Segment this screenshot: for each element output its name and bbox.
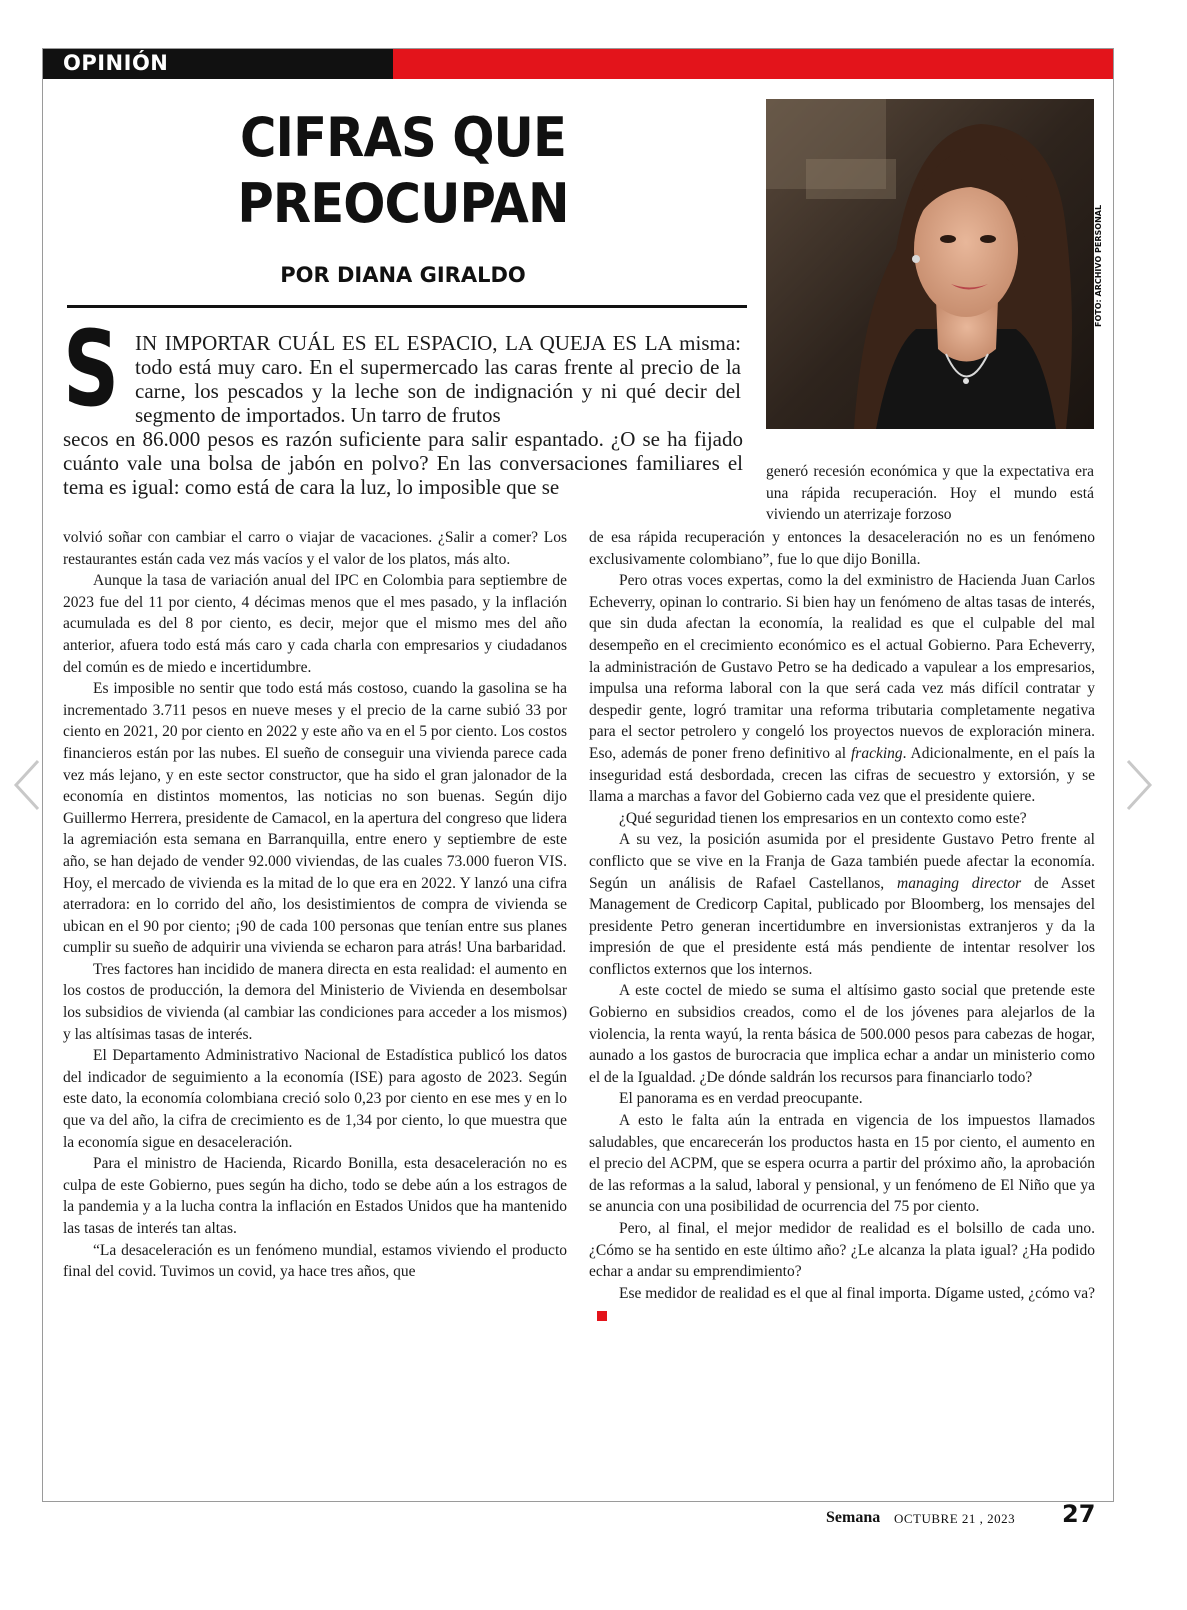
footer-date: OCTUBRE 21 , 2023 <box>894 1511 1016 1526</box>
body-paragraph <box>589 829 1095 980</box>
lead-paragraph-part-1: IN IMPORTAR CUÁL ES EL ESPACIO, LA QUEJA ES LA misma: todo está muy caro. En el supermercado las caras frente al precio de la carne, los pescados y la leche son de indignación y ni qué decir del segmento de importados. Un tarro de frutos <box>135 331 741 427</box>
section-label: OPINIÓN <box>63 51 169 75</box>
body-paragraph: Pero, al final, el mejor medidor de realidad es el bolsillo de cada uno. ¿Cómo se ha sentido en este último año? ¿Le alcanza la plata igual? ¿Ha podido echar a andar su emprendimiento? <box>589 1220 1095 1281</box>
italic-term: fracking <box>850 744 903 762</box>
headline-line-2: PREOCUPAN <box>237 172 569 235</box>
section-bar-accent <box>393 49 1113 79</box>
body-column-right <box>589 527 1095 1326</box>
body-paragraph: de esa rápida recuperación y entonces la desaceleración no es un fenómeno exclusivamente colombiano”, fue lo que dijo Bonilla. <box>589 529 1095 568</box>
body-text: . Adicionalmente, en el país la inseguridad está desbordada, crecen las cifras de secuestro y extorsión, y se llama a marchas a favor del Gobierno cada vez que el presidente quiere. <box>589 744 1095 806</box>
body-paragraph: El panorama es en verdad preocupante. <box>619 1090 863 1108</box>
headline <box>90 105 716 237</box>
page-number: 27 <box>1062 1500 1096 1528</box>
headline-rule <box>67 305 747 308</box>
body-paragraph: Para el ministro de Hacienda, Ricardo Bonilla, esta desaceleración no es culpa de este Gobierno, pues según ha dicho, todo se debe aún a los estragos de la pandemia y a la lucha contra la inflación en Estados Unidos que ha mantenido las tasas de interés tan altas. <box>63 1155 567 1237</box>
chevron-right-icon <box>1124 757 1154 813</box>
author-photo <box>766 99 1094 429</box>
italic-term: managing director <box>897 874 1022 892</box>
body-paragraph: El Departamento Administrativo Nacional de Estadística publicó los datos del indicador de seguimiento a la economía (ISE) para agosto de 2023. Según este dato, la economía colombiana creció solo 0,23 por ciento en ese mes y en lo que va del año, la cifra de crecimiento es de 1,34 por ciento, lo que muestra que la economía sigue en desaceleración. <box>63 1047 567 1151</box>
chevron-left-icon <box>12 757 42 813</box>
headline-line-1: CIFRAS QUE <box>240 106 566 169</box>
footer-brand: Semana <box>826 1509 881 1526</box>
body-text: A su vez, la posición asumida por el presidente Gustavo Petro frente al conflicto que se vive en la Franja de Gaza también puede afectar la economía. Según un análisis de Rafael Castellanos, <box>589 831 1095 892</box>
lead-paragraph-part-2: secos en 86.000 pesos es razón suficiente para salir espantado. ¿O se ha fijado cuánto vale una bolsa de jabón en polvo? En las conversaciones familiares el tema es igual: como está de cara la luz, lo imposible que se <box>63 427 743 499</box>
sidebar-column-text: generó recesión económica y que la expectativa era una rápida recuperación. Hoy el mundo está viviendo un aterrizaje forzoso <box>766 463 1094 524</box>
body-paragraph <box>589 1283 1095 1326</box>
body-paragraph: A este coctel de miedo se suma el altísimo gasto social que pretende este Gobierno en subsidios creados, como el de los jóvenes para alejarlos de la violencia, la renta wayú, la renta básica de 500.000 pesos para cabezas de hogar, aunado a los gastos de burocracia que implica echar a andar un ministerio como el de la Igualdad. ¿De dónde saldrán los recursos para financiarlo todo? <box>589 982 1095 1086</box>
drop-cap: S <box>63 308 120 430</box>
section-header-bar <box>43 49 1113 79</box>
end-of-article-mark <box>597 1311 607 1321</box>
body-paragraph <box>589 570 1095 808</box>
body-text: Ese medidor de realidad es el que al final importa. Dígame usted, ¿cómo va? <box>619 1284 1095 1302</box>
prev-page-button[interactable] <box>12 757 42 813</box>
body-paragraph: ¿Qué seguridad tienen los empresarios en un contexto como este? <box>619 809 1027 827</box>
body-paragraph: Aunque la tasa de variación anual del IPC en Colombia para septiembre de 2023 fue del 11 por ciento, 4 décimas menos que el mes pasado, y la inflación acumulada es del 8 por ciento, es decir, mejor que el mismo mes del año anterior, afuera todo está más caro y cada charla con empresarios y ciudadanos del común es de miedo e incertidumbre. <box>63 572 567 676</box>
body-text: Pero otras voces expertas, como la del exministro de Hacienda Juan Carlos Echeverry, opinan lo contrario. Si bien hay un fenómeno de altas tasas de interés, que sin duda afectan la economía, la realidad es que el culpable del mal desempeño en el crecimiento económico es el actual Gobierno. Para Echeverry, la administración de Gustavo Petro se ha dedicado a vapulear a los empresarios, impulsa una reforma laboral con la que será cada vez más difícil contratar y despedir gente, logró tramitar una reforma tributaria completamente negativa para el sector petrolero y congeló los proyectos nuevos de exploración minera. Eso, además de poner freno definitivo al <box>589 572 1095 762</box>
next-page-button[interactable] <box>1124 757 1154 813</box>
body-paragraph: A esto le falta aún la entrada en vigencia de los impuestos llamados saludables, que encarecerán los productos hasta en 15 por ciento, el aumento en el precio del ACPM, que se espera ocurra a partir del próximo año, la aprobación de las reformas a la salud, laboral y pensional, y un fenómeno de El Niño que ya se anuncia con una posibilidad de ocurrencia del 75 por ciento. <box>589 1112 1095 1216</box>
body-paragraph: Es imposible no sentir que todo está más costoso, cuando la gasolina se ha incrementado 3.711 pesos en nueve meses y el precio de la carne subió 33 por ciento en 2021, 20 por ciento en 2022 y este año va en el 5 por ciento. Los costos financieros están por las nubes. El sueño de conseguir una vivienda parece cada vez más lejano, y en este sector constructor, que ha sido el gran jalonador de la economía en distintos momentos, las noticias no son buenas. Según dijo Guillermo Herrera, presidente de Camacol, en la apertura del congreso que lidera la agremiación esta semana en Barranquilla, entre enero y septiembre de este año, se han dejado de vender 92.000 viviendas, de las cuales 73.000 fueron VIS. Hoy, el mercado de vivienda es la mitad de lo que era en 2022. Y lanzó una cifra aterradora: en lo corrido del año, los desistimientos de compra de vivienda se ubican en el 90 por ciento; ¡90 de cada 100 personas que tenían entre sus planes cumplir su sueño de adquirir una vivienda se echaron para atrás! Una barbaridad. <box>63 680 567 957</box>
magazine-page <box>42 48 1114 1502</box>
author-portrait-image <box>766 99 1094 429</box>
body-paragraph: volvió soñar con cambiar el carro o viajar de vacaciones. ¿Salir a comer? Los restaurantes están cada vez más vacíos y el valor de los platos, más alto. <box>63 529 567 568</box>
body-text: de Asset Management de Credicorp Capital, publicado por Bloomberg, los mensajes del presidente Petro generan incertidumbre en inversionistas extranjeros y da la impresión de que el presidente está más pendiente de intentar resolver los conflictos externos que los internos. <box>589 874 1096 978</box>
byline: POR DIANA GIRALDO <box>280 263 526 287</box>
body-paragraph: Tres factores han incidido de manera directa en esta realidad: el aumento en los costos de producción, la demora del Ministerio de Vivienda en desembolsar los subsidios de vivienda (al cambiar las condiciones para acceder a los mismos) y las altísimas tasas de interés. <box>63 960 567 1043</box>
body-column-left <box>63 527 567 1283</box>
body-paragraph: “La desaceleración es un fenómeno mundial, estamos viviendo el producto final del covid. Tuvimos un covid, ya hace tres años, que <box>63 1241 567 1281</box>
photo-credit: FOTO: ARCHIVO PERSONAL <box>1094 204 1103 327</box>
